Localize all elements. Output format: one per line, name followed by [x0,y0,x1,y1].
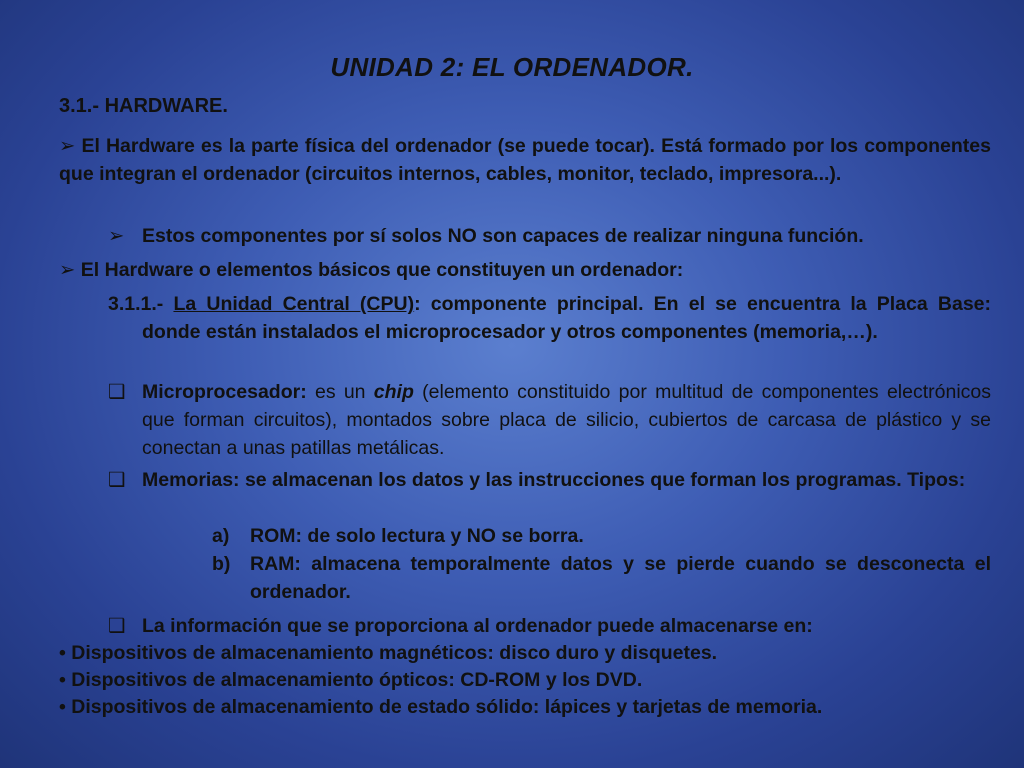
ram-item [212,550,991,606]
dot-bullet-icon: • [59,642,66,664]
cpu-term: La Unidad Central (CPU) [173,293,415,315]
storage-item-solid-state [59,693,1009,721]
dot-bullet-icon: • [59,696,66,718]
storage-text: Dispositivos de almacenamiento ópticos: CD-ROM y los DVD. [71,669,643,691]
cpu-paragraph [108,290,991,346]
dot-bullet-icon: • [59,669,66,691]
list-marker-a: a) [212,525,230,547]
storage-text: Dispositivos de almacenamiento de estado sólido: lápices y tarjetas de memoria. [71,696,823,718]
microprocessor-item [108,378,991,462]
arrow-bullet-icon: ➢ [59,135,76,157]
microprocessor-text-1: es un [306,381,374,403]
cpu-number: 3.1.1.- [108,293,164,315]
arrow-bullet-icon: ➢ [108,225,125,247]
bullet-text: Estos componentes por sí solos NO son capaces de realizar ninguna función. [142,225,864,247]
bullet-components-note [108,222,998,250]
cpu-description: : componente principal. En el se encuentra la Placa Base: donde están instalados el microprocesador y otros componentes (memoria,…). [142,293,992,343]
slide-title: UNIDAD 2: EL ORDENADOR. [330,52,694,82]
ram-text: RAM: almacena temporalmente datos y se pierde cuando se desconecta el ordenador. [250,553,991,603]
microprocessor-label: Microprocesador: [142,381,307,403]
section-heading: 3.1.- HARDWARE. [59,95,228,117]
bullet-text: El Hardware es la parte física del ordenador (se puede tocar). Está formado por los componentes que integran el ordenador (circuitos internos, cables, monitor, teclado, impresora...). [59,135,991,185]
bullet-basic-elements [59,256,991,284]
arrow-bullet-icon: ➢ [59,259,76,281]
storage-text: Dispositivos de almacenamiento magnéticos: disco duro y disquetes. [71,642,718,664]
storage-item-magnetic [59,639,1009,667]
storage-item-optical [59,666,1009,694]
bullet-text: El Hardware o elementos básicos que constituyen un ordenador: [80,259,684,281]
storage-info-item [108,612,998,640]
chip-term: chip [373,381,414,403]
checkbox-bullet-icon: ❑ [108,469,126,491]
rom-text: ROM: de solo lectura y NO se borra. [250,525,584,547]
rom-item [212,522,991,550]
memories-item [108,466,991,494]
microprocessor-text-2: (elemento constituido por multitud de componentes electrónicos que forman circuitos), montados sobre placa de silicio, cubiertos de carcasa de plástico y se conectan a unas patillas metálicas. [142,381,991,459]
checkbox-bullet-icon: ❑ [108,615,126,637]
storage-info-text: La información que se proporciona al ordenador puede almacenarse en: [142,615,813,637]
list-marker-b: b) [212,553,231,575]
bullet-hardware-definition [59,132,991,188]
checkbox-bullet-icon: ❑ [108,381,126,403]
memories-text: Memorias: se almacenan los datos y las instrucciones que forman los programas. Tipos: [142,469,966,491]
